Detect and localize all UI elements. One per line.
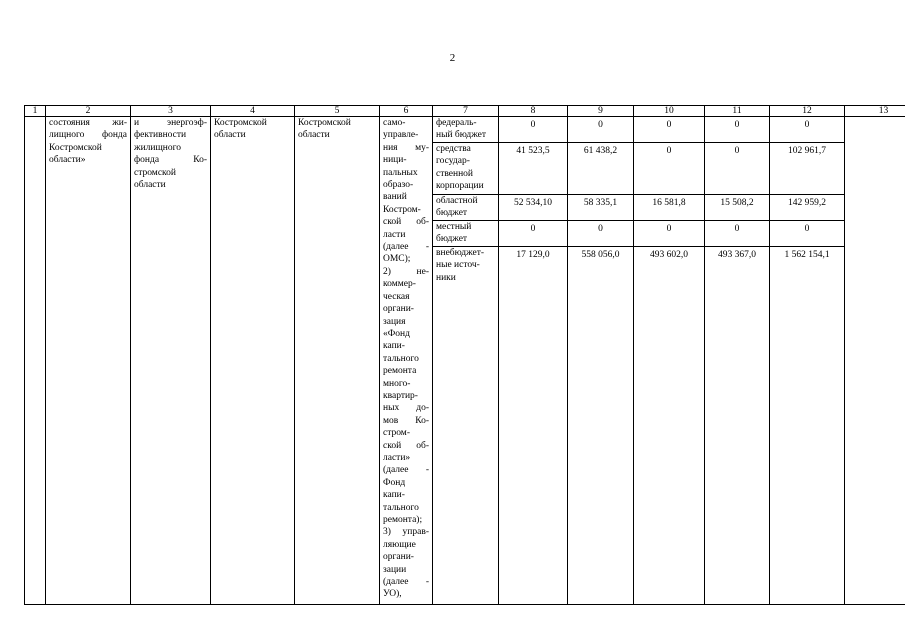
- value-cell: 0: [568, 117, 634, 143]
- header-cell: 12: [770, 106, 845, 117]
- row-number-cell: [25, 117, 46, 605]
- executor-line: УО),: [383, 589, 402, 600]
- value-cell: 15 508,2: [705, 194, 770, 220]
- executor-line: само-: [383, 118, 406, 128]
- header-cell: 5: [295, 106, 380, 117]
- value-cell: 17 129,0: [499, 246, 568, 604]
- executor-line: ласти»: [383, 452, 411, 463]
- executor-line: ния му-: [383, 142, 429, 153]
- executor-line: «Фонд: [383, 328, 410, 339]
- value-cell: 0: [705, 142, 770, 194]
- goal-cell: и энергоэф- фективности жилищного фонда Ко- стромской области: [131, 117, 211, 605]
- executor-line: органи-: [383, 304, 414, 315]
- value-cell: 0: [499, 117, 568, 143]
- value-cell: 41 523,5: [499, 142, 568, 194]
- executor-line: ремонта: [383, 366, 417, 377]
- funding-source-cell: средства государ- ственной корпорации: [433, 142, 499, 194]
- header-cell: 1: [25, 106, 46, 117]
- executor-line: управле-: [383, 130, 419, 141]
- header-cell: 4: [211, 106, 295, 117]
- executor-line: ской об-: [383, 217, 429, 228]
- value-cell: 52 534,10: [499, 194, 568, 220]
- executor-line: капи-: [383, 490, 405, 501]
- executor-line: ласти: [383, 229, 406, 240]
- header-cell: 3: [131, 106, 211, 117]
- value-cell: 61 438,2: [568, 142, 634, 194]
- executor-line: 3) управ-: [383, 527, 429, 538]
- header-cell: 9: [568, 106, 634, 117]
- header-cell: 7: [433, 106, 499, 117]
- executor-line: Костром-: [383, 204, 421, 215]
- funding-source-cell: местный бюджет: [433, 220, 499, 246]
- executor-line: зация: [383, 316, 406, 327]
- executor-line: квартир-: [383, 390, 418, 401]
- budget-table: [24, 105, 905, 605]
- executor-line: ОМС);: [383, 254, 411, 265]
- executor-line: тального: [383, 502, 419, 513]
- executor-line: ской об-: [383, 440, 429, 451]
- executor-line: коммер-: [383, 279, 416, 290]
- value-cell: 0: [705, 220, 770, 246]
- header-cell: 13: [845, 106, 905, 117]
- value-cell: 493 602,0: [634, 246, 705, 604]
- executor-line: 2) не-: [383, 266, 429, 277]
- value-cell: 0: [770, 220, 845, 246]
- executor-line: ници-: [383, 155, 407, 166]
- value-cell: 58 335,1: [568, 194, 634, 220]
- notes-cell: [845, 117, 905, 605]
- value-cell: 0: [568, 220, 634, 246]
- executor-line: (далее -: [383, 577, 429, 588]
- executors-cell: [380, 117, 433, 605]
- executor-line: образо-: [383, 180, 414, 191]
- executor-line: Фонд: [383, 477, 406, 488]
- value-cell: 102 961,7: [770, 142, 845, 194]
- value-cell: 493 367,0: [705, 246, 770, 604]
- executor-line: ремонта);: [383, 515, 423, 525]
- executor-line: (далее -: [383, 242, 429, 253]
- executor-line: (далее -: [383, 465, 429, 476]
- region-cell: Костромской области: [211, 117, 295, 605]
- funding-source-cell: федераль- ный бюджет: [433, 117, 499, 143]
- executor-line: ческая: [383, 291, 410, 302]
- executor-line: тального: [383, 353, 419, 364]
- header-cell: 11: [705, 106, 770, 117]
- region-cell: Костромской области: [295, 117, 380, 605]
- executor-line: мов Ко-: [383, 415, 429, 426]
- executor-line: зации: [383, 564, 407, 575]
- executor-line: стром-: [383, 428, 410, 439]
- executor-line: ных до-: [383, 403, 429, 414]
- value-cell: 1 562 154,1: [770, 246, 845, 604]
- header-cell: 10: [634, 106, 705, 117]
- value-cell: 0: [634, 142, 705, 194]
- executor-line: ваний: [383, 192, 407, 203]
- executor-line: ляющие: [383, 539, 416, 550]
- header-row: [25, 106, 905, 117]
- funding-source-cell: областной бюджет: [433, 194, 499, 220]
- header-cell: 8: [499, 106, 568, 117]
- value-cell: 0: [705, 117, 770, 143]
- page-number: 2: [449, 52, 456, 64]
- value-cell: 558 056,0: [568, 246, 634, 604]
- value-cell: 0: [770, 117, 845, 143]
- program-name-cell: состояния жи- лищного фонда Костромской области»: [46, 117, 131, 605]
- executor-line: капи-: [383, 341, 405, 352]
- value-cell: 16 581,8: [634, 194, 705, 220]
- value-cell: 142 959,2: [770, 194, 845, 220]
- table-row: [25, 117, 905, 143]
- executor-line: органи-: [383, 552, 414, 563]
- header-cell: 6: [380, 106, 433, 117]
- value-cell: 0: [634, 117, 705, 143]
- funding-source-cell: внебюджет- ные источ- ники: [433, 246, 499, 604]
- executor-line: пальных: [383, 167, 418, 178]
- executor-line: много-: [383, 378, 411, 389]
- value-cell: 0: [499, 220, 568, 246]
- value-cell: 0: [634, 220, 705, 246]
- header-cell: 2: [46, 106, 131, 117]
